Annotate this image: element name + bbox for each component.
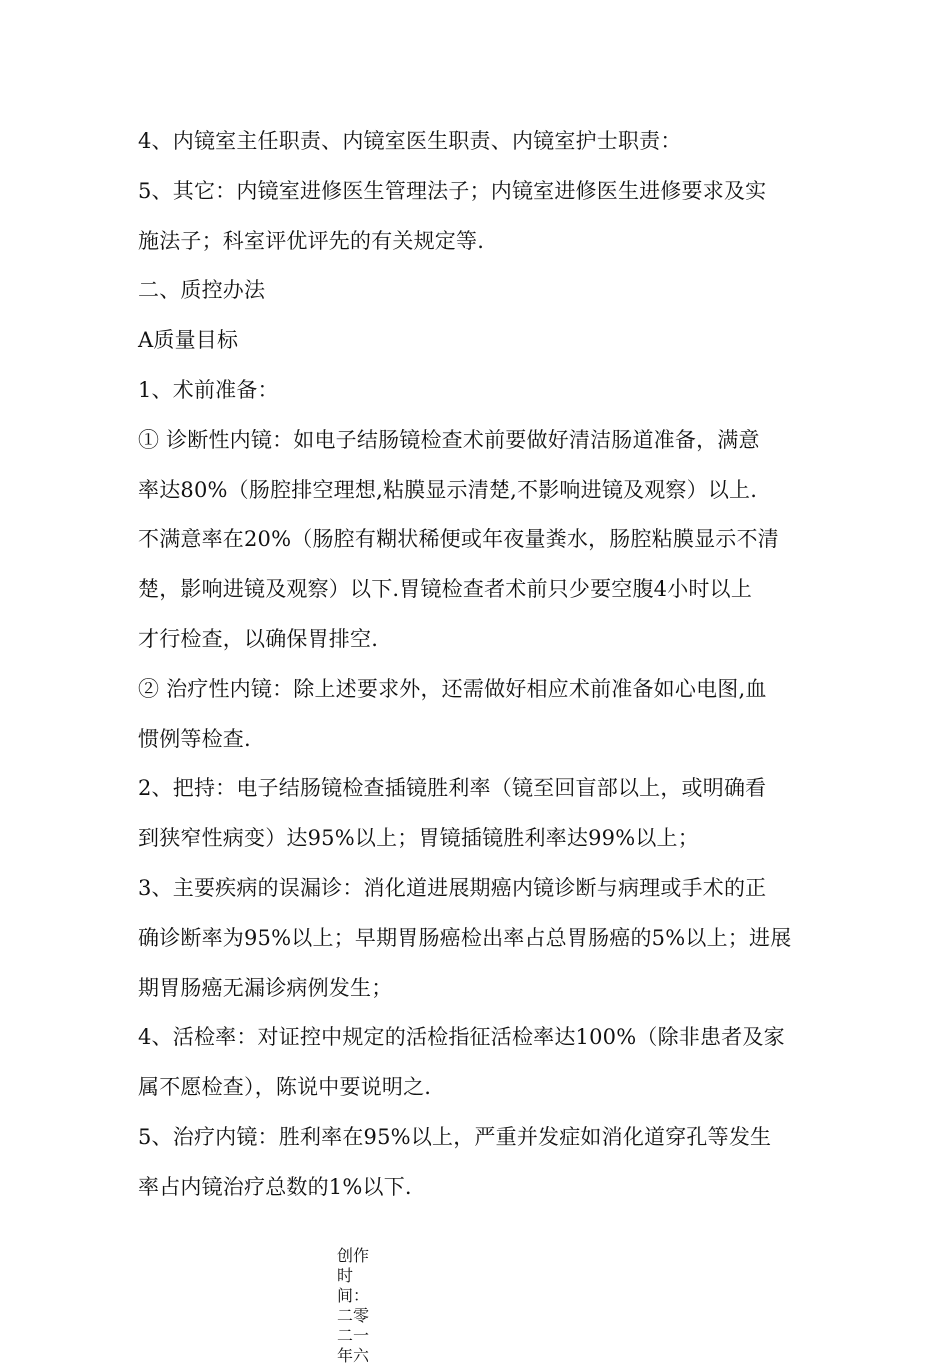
text-line: 才行检查，以确保胃排空. — [138, 626, 379, 651]
creation-time-footer: 创作时间：二零二一年六 — [337, 1246, 370, 1365]
text-line: 施法子；科室评优评先的有关规定等. — [138, 228, 485, 253]
text-line: 率占内镜治疗总数的1%以下. — [138, 1174, 412, 1199]
text-line: 5、治疗内镜：胜利率在95%以上，严重并发症如消化道穿孔等发生 — [138, 1124, 772, 1149]
text-line: ① 诊断性内镜：如电子结肠镜检查术前要做好清洁肠道准备，满意 — [138, 427, 760, 452]
text-line: 率达80%（肠腔排空理想,粘膜显示清楚,不影响进镜及观察）以上. — [138, 477, 758, 502]
text-line: 3、主要疾病的误漏诊：消化道进展期癌内镜诊断与病理或手术的正 — [138, 875, 767, 900]
text-line: 期胃肠癌无漏诊病例发生； — [138, 975, 393, 1000]
text-line: 确诊断率为95%以上；早期胃肠癌检出率占总胃肠癌的5%以上；进展 — [138, 925, 792, 950]
text-line: 楚，影响进镜及观察）以下.胃镜检查者术前只少要空腹4小时以上 — [138, 577, 753, 602]
text-line: 2、把持：电子结肠镜检查插镜胜利率（镜至回盲部以上，或明确看 — [138, 776, 767, 801]
text-line: 不满意率在20%（肠腔有糊状稀便或年夜量粪水，肠腔粘膜显示不清 — [138, 527, 779, 552]
text-line: ② 治疗性内镜：除上述要求外，还需做好相应术前准备如心电图,血 — [138, 676, 767, 701]
text-line: 惯例等检查. — [138, 726, 251, 751]
text-line: 4、活检率：对证控中规定的活检指征活检率达100%（除非患者及家 — [138, 1025, 785, 1050]
section-heading: 二、质控办法 — [138, 278, 266, 303]
subsection-heading: A质量目标 — [138, 328, 239, 353]
text-line: 属不愿检查），陈说中要说明之. — [138, 1075, 432, 1100]
text-line: 5、其它：内镜室进修医生管理法子；内镜室进修医生进修要求及实 — [138, 178, 767, 203]
text-line: 4、内镜室主任职责、内镜室医生职责、内镜室护士职责： — [138, 129, 682, 153]
document-body — [138, 117, 818, 1213]
text-line: 到狭窄性病变）达95%以上；胃镜插镜胜利率达99%以上； — [138, 826, 699, 851]
text-line: 1、术前准备： — [138, 377, 279, 402]
